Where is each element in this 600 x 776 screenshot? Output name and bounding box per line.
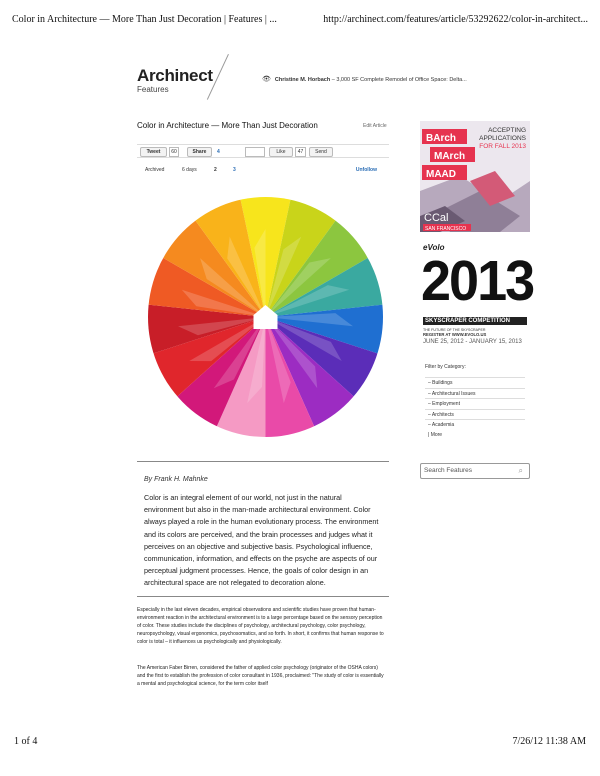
category-item-buildings[interactable]: – Buildings [425, 377, 525, 388]
ad1-program: BArch [426, 133, 457, 144]
evolo-dates: JUNE 25, 2012 - JANUARY 15, 2013 [423, 339, 522, 345]
category-item-employment[interactable]: – Employment [425, 398, 525, 409]
category-filter [425, 364, 525, 440]
search-features-input[interactable] [420, 463, 530, 479]
print-datetime: 7/26/12 11:38 AM [512, 736, 586, 747]
search-icon[interactable]: ⌕ [518, 466, 523, 475]
meta-age: 6 days [182, 167, 197, 173]
meta-comments[interactable]: 2 [214, 167, 217, 173]
article-title: Color in Architecture — More Than Just Decoration [137, 121, 318, 130]
category-item-academia[interactable]: – Academia [425, 419, 525, 430]
share-bar [137, 144, 389, 158]
ad1-school-sub: SAN FRANCISCO [425, 226, 467, 232]
news-text: – 3,000 SF Complete Remodel of Office Space: Delta... [330, 77, 467, 83]
evolo-advertisement[interactable] [420, 240, 534, 349]
category-more-link[interactable]: | More [428, 431, 443, 438]
category-item-architects[interactable]: – Architects [425, 409, 525, 420]
article-paragraph: Especially in the last eleven decades, empirical observations and scientific studies have proven that human-environment reaction in the architectural environment is to a large percentage based on the sensory perception of color. These studies include the disciplines of psychology, architectural psychology, color psychology, neuropsychology, visual ergonomics, psychosomatics, and so forth. In short, it confirms that human response to color is total – it influences us psychologically and physiologically. [137, 607, 384, 645]
byline: By Frank H. Mahnke [144, 476, 208, 483]
print-header [12, 14, 588, 28]
meta-label: Archived [145, 167, 165, 173]
hero-image [148, 197, 383, 437]
evolo-subtitle: THE FUTURE OF THE SKYSCRAPER [423, 328, 486, 332]
site-logo[interactable] [137, 66, 213, 94]
news-author: Christine M. Horbach [274, 77, 331, 83]
edit-article-link[interactable]: Edit Article [363, 123, 387, 129]
evolo-logo: eVolo [423, 243, 445, 252]
header-news-ticker[interactable] [262, 75, 467, 83]
ad1-school: CCal [424, 212, 449, 224]
print-page-number: 1 of 4 [14, 736, 38, 747]
cca-advertisement[interactable] [420, 121, 530, 232]
article-intro: Color is an integral element of our world, not just in the natural environment but also in the man-made architectural environment. Color always played a role in the human evolutionary process. The environment and its colors are perceived, and the brain processes and judges what it perceives on an objective and subjective basis. Psychological influence, communication, information, and effects on the psyche are aspects of our perceptual judgment processes. Hence, the goals of color design in an architectural space are not relegated to decoration alone. [144, 493, 379, 588]
tweet-count: 60 [169, 147, 179, 157]
send-button[interactable]: Send [309, 147, 333, 157]
search-placeholder: Search Features [424, 467, 473, 474]
share-count: 4 [217, 149, 220, 155]
byline-divider [137, 461, 389, 462]
print-footer [14, 736, 586, 750]
filter-label: Filter by Category: [425, 364, 466, 370]
category-list [425, 377, 525, 440]
cca-ad-graphic [420, 121, 530, 232]
color-wheel-graphic [148, 197, 383, 437]
eye-icon: 👁 [262, 76, 271, 83]
print-page-title: Color in Architecture — More Than Just Decoration | Features | ... [12, 14, 277, 25]
brand-name: Archinect [137, 66, 213, 85]
like-box[interactable] [245, 147, 265, 157]
meta-views[interactable]: 3 [233, 167, 236, 173]
ad1-headline: APPLICATIONS [479, 135, 526, 142]
article-paragraph: The American Faber Birren, considered the father of applied color psychology (originator of the OSHA colors) and the first to establish the profession of color consultant in 1936, proclaimed: "The study of color is essentially a mental and psychological science, for the term color itself [137, 665, 384, 687]
section-name: Features [137, 85, 169, 94]
tweet-button[interactable]: Tweet [140, 147, 167, 157]
print-page-url: http://archinect.com/features/article/53292622/color-in-architect... [323, 14, 588, 25]
category-item-architectural-issues[interactable]: – Architectural Issues [425, 388, 525, 399]
evolo-year: 2013 [421, 249, 534, 313]
share-button[interactable]: Share [187, 147, 212, 157]
ad1-program: MAAD [426, 169, 456, 180]
intro-divider [137, 596, 389, 597]
like-button[interactable]: Like [269, 147, 293, 157]
ad1-headline: FOR FALL 2013 [479, 143, 526, 150]
like-count: 47 [295, 147, 306, 157]
ad1-program: MArch [434, 151, 466, 162]
evolo-register: REGISTER AT WWW.EVOLO.US [423, 332, 487, 337]
color-wheel-image [148, 197, 383, 437]
evolo-competition-bar: SKYSCRAPER COMPETITION [423, 317, 527, 325]
ad1-headline: ACCEPTING [488, 127, 526, 134]
unfollow-link[interactable]: Unfollow [355, 167, 377, 173]
